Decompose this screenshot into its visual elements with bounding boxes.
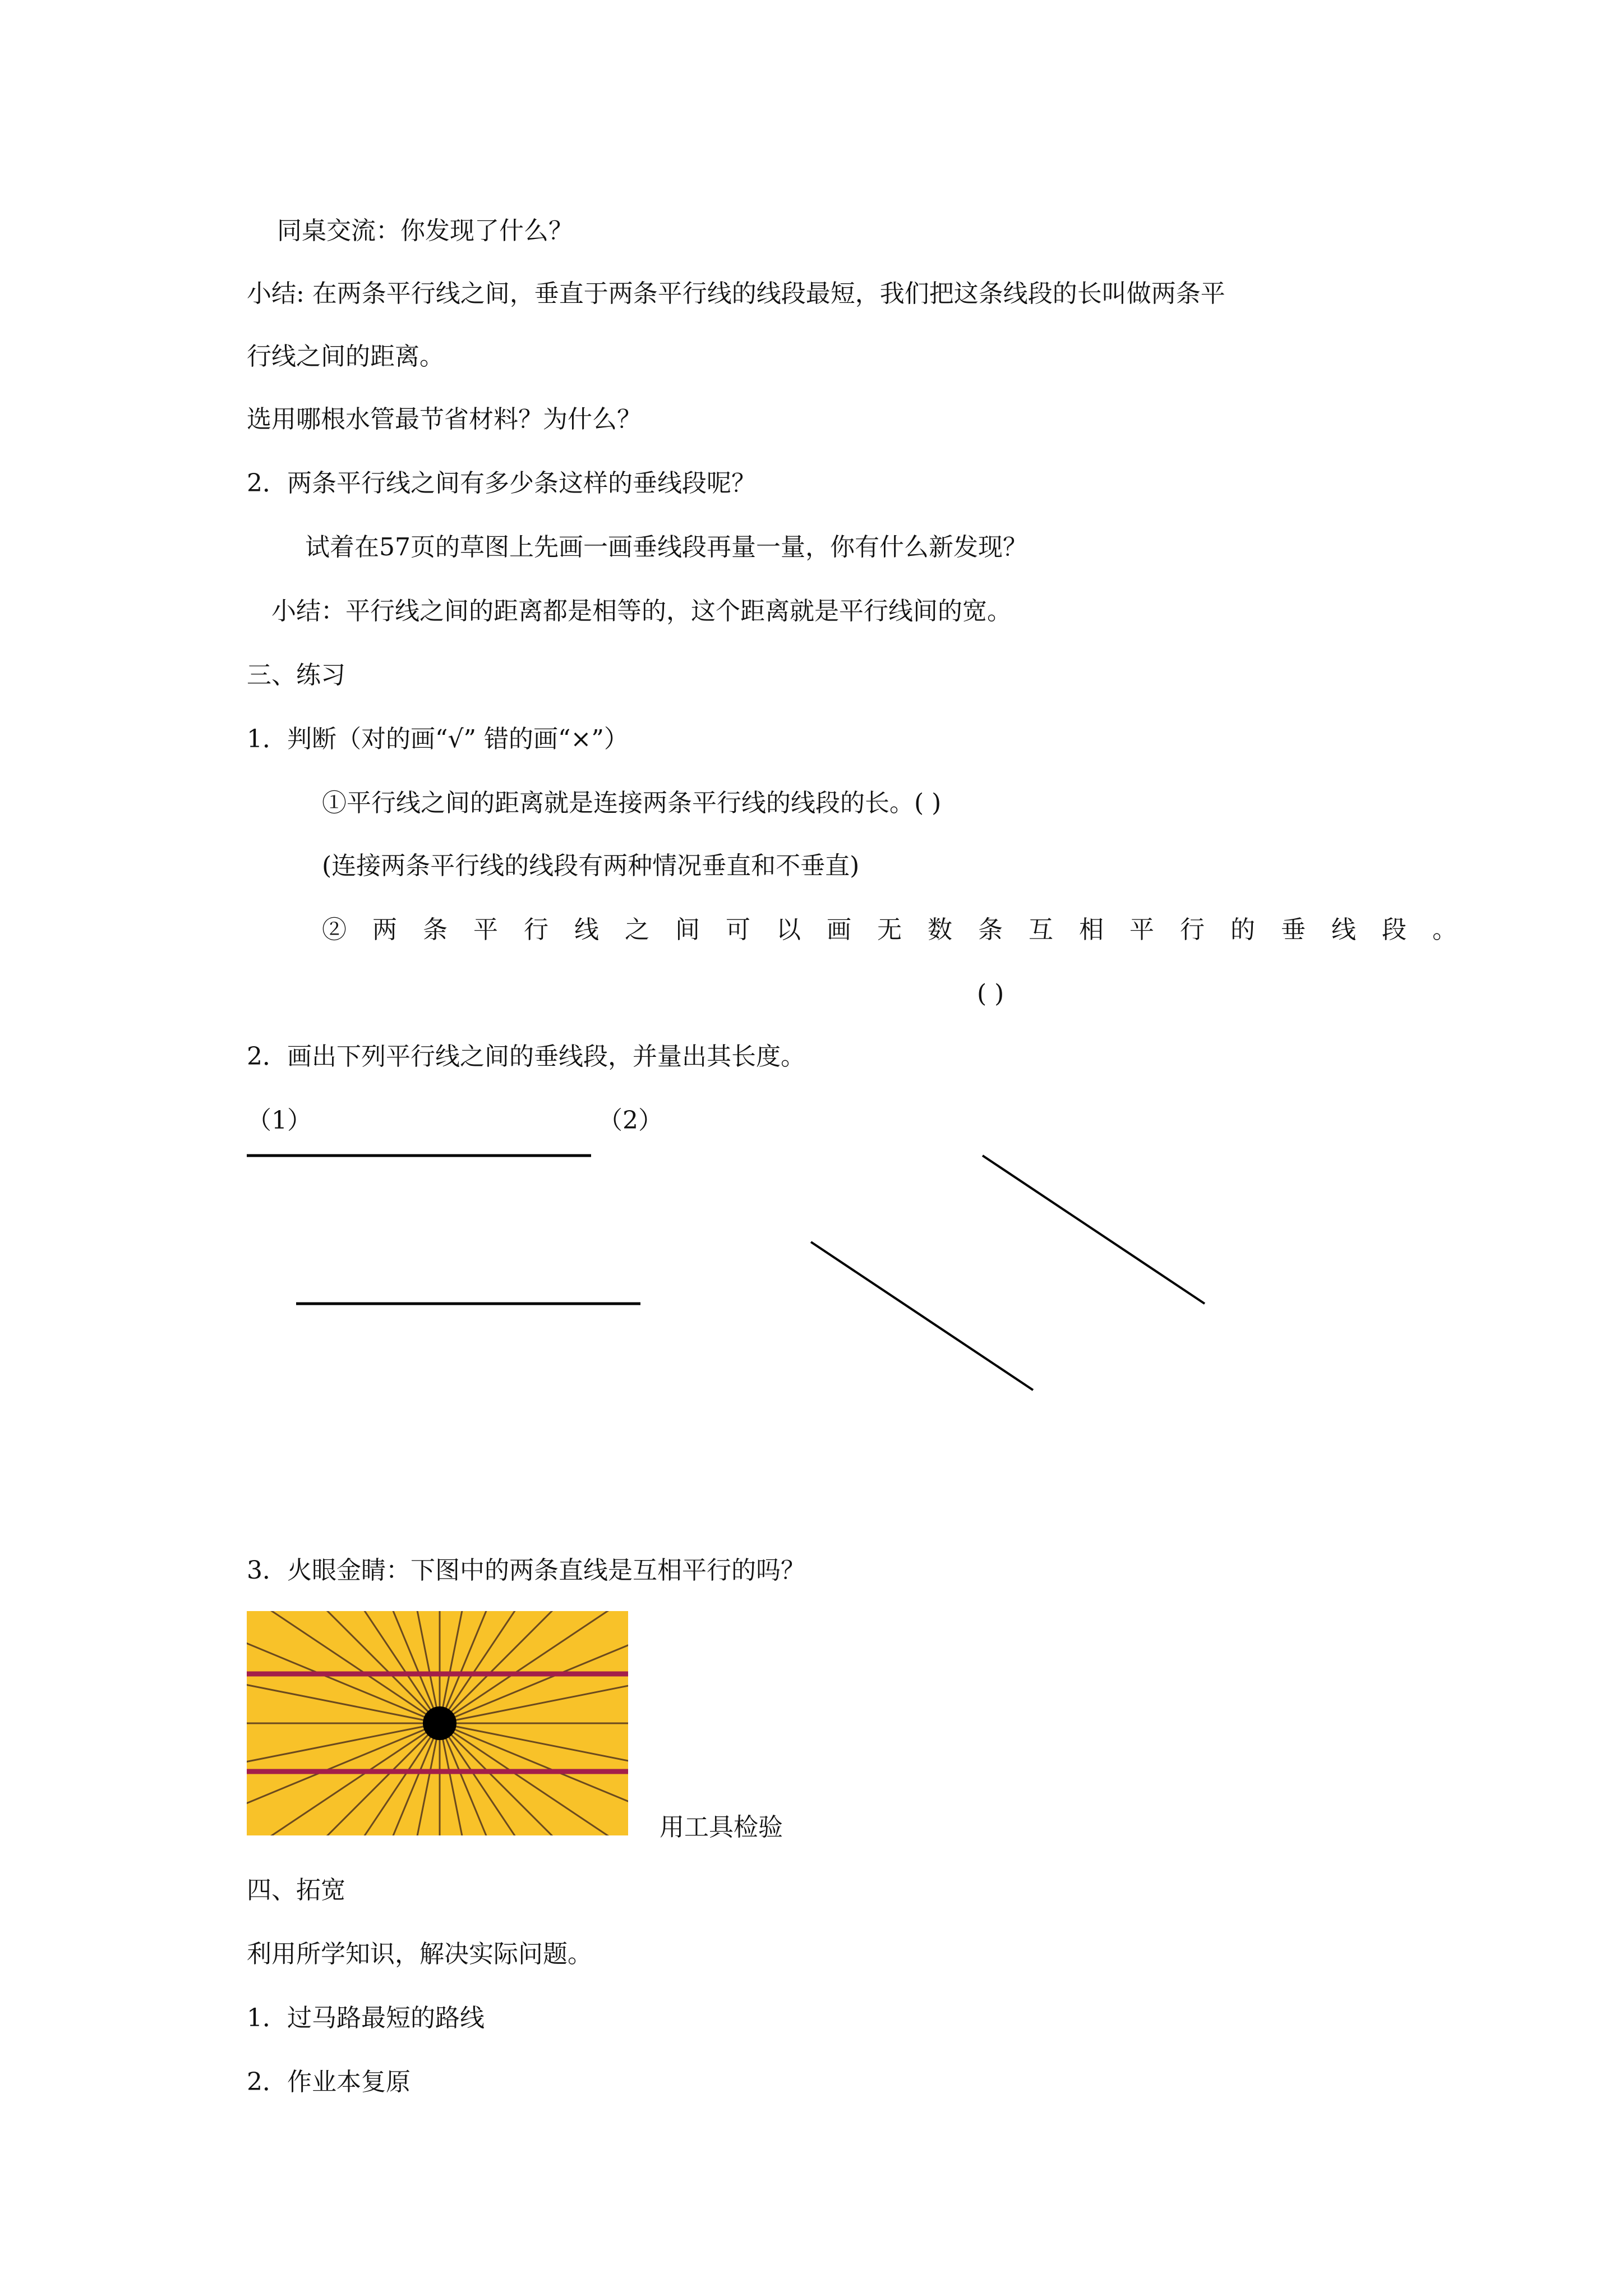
section4-problem-2: 2．作业本复原: [247, 2068, 411, 2096]
draw-task: 2．画出下列平行线之间的垂线段，并量出其长度。: [247, 1042, 805, 1071]
figure-1-label: （1）: [247, 1106, 312, 1135]
figure-2-line-lower: [811, 1242, 1033, 1390]
summary2-line: 小结：平行线之间的距离都是相等的，这个距离就是平行线间的宽。: [271, 597, 1012, 625]
judge-instruction: 1．判断（对的画“√” 错的画“×”）: [247, 725, 629, 753]
section4-intro: 利用所学知识，解决实际问题。: [247, 1940, 592, 1968]
judge-item-1: ①平行线之间的距离就是连接两条平行线的线段的长。( ): [322, 789, 942, 817]
illusion-question: 3．火眼金睛：下图中的两条直线是互相平行的吗？: [247, 1556, 805, 1585]
verify-with-tools: 用工具检验: [660, 1813, 783, 1842]
pipe-question: 选用哪根水管最节省材料？为什么？: [247, 405, 642, 434]
section4-title: 四、拓宽: [247, 1876, 345, 1904]
try-line: 试着在57页的草图上先画一画垂线段再量一量，你有什么新发现？: [305, 533, 1027, 562]
section4-problem-1: 1．过马路最短的路线: [247, 2004, 485, 2032]
figure-2-label: （2）: [598, 1106, 663, 1135]
judge-item-1-note: (连接两条平行线的线段有两种情况垂直和不垂直): [322, 852, 860, 880]
illusion-center-dot: [423, 1706, 457, 1740]
question-2: 2．两条平行线之间有多少条这样的垂线段呢？: [247, 469, 756, 498]
judge-item-2: ②两条平行线之间可以画无数条互相平行的垂线段。: [322, 915, 1483, 944]
figure-2-line-upper: [983, 1156, 1205, 1304]
summary1-line-b: 行线之间的距离。: [247, 342, 444, 371]
illusion-picture: [247, 1611, 628, 1835]
judge-item-2-blank: ( ): [977, 979, 1004, 1008]
parallel-lines-figure: [0, 1139, 1623, 1475]
discuss-line: 同桌交流：你发现了什么？: [277, 217, 573, 245]
section3-title: 三、练习: [247, 661, 345, 689]
summary1-line-a: 小结: 在两条平行线之间，垂直于两条平行线的线段最短，我们把这条线段的长叫做两条平: [247, 279, 1225, 308]
